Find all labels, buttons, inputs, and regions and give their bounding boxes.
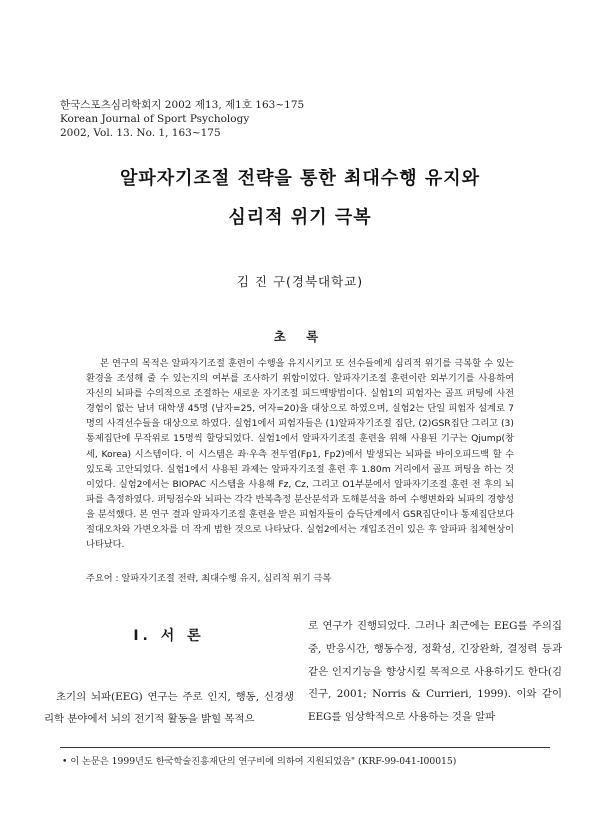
- journal-citation: [60, 98, 304, 140]
- paper-title-line2: 심리적 위기 극복: [228, 207, 372, 228]
- intro-paragraph-continued: 로 연구가 진행되었다. 그러나 최근에는 EEG를 주의집중, 반응시간, 행동수정, 정확성, 긴장완화, 결정력 등과 같은 인지기능을 향상시킬 목적으로 사용하기도 한다(김진구, 2001; Norris & Currieri, 1999). 이와 같이 EEG를 임상학적으로 사용하는 것을 알파: [308, 620, 562, 724]
- section-heading-introduction: I. 서 론: [133, 628, 205, 644]
- paper-title-line1: 알파자기조절 전략을 통한 최대수행 유지와: [119, 168, 481, 189]
- intro-paragraph-start: 초기의 뇌파(EEG) 연구는 주로 인지, 행동, 신경생리학 분야에서 뇌의 전기적 활동을 밝힐 목적으: [44, 691, 294, 725]
- abstract-heading: 초 록: [273, 329, 327, 344]
- keywords: 주요어 : 알파자기조절 전략, 최대수행 유지, 심리적 위기 극복: [86, 573, 332, 584]
- journal-name-korean: 한국스포츠심리학회지 2002 제13, 제1호 163~175: [60, 99, 305, 111]
- abstract-body: 본 연구의 목적은 알파자기조절 훈련이 수행을 유지시키고 또 선수들에게 심리적 위기를 극복할 수 있는 환경을 조성해 줄 수 있는지의 여부를 조사하기 위함이었다. 알파자기조절 훈련이란 외부기기를 사용하여 자신의 뇌파를 수의적으로 조절하는 새로운 자기조절 피드백방법이다. 실험1의 피험자는 골프 퍼팅에 사전 경험이 없는 남녀 대학생 45명 (남자=25, 여자=20)을 대상으로 하였으며, 실험2는 단일 피험자 설계로 7명의 사격선수들을 대상으로 하였다. 실험1에서 피험자들은 (1)알파자기조절 집단, (2)GSR집단 그리고 (3) 통제집단에 무작위로 15명씩 할당되었다. 실험1에서 알파자기조절 훈련을 위해 사용된 기구는 Qjump(창세, Korea) 시스템이다. 이 시스템은 좌·우측 전두엽(Fp1, Fp2)에서 발생되는 뇌파를 바이오피드백 할 수 있도록 고안되었다. 실험1에서 사용된 과제는 알파자기조절 훈련 후 1.80m 거리에서 골프 퍼팅을 하는 것이었다. 실험2에서는 BIOPAC 시스템을 사용해 Fz, Cz, 그리고 O1부분에서 알파자기조절 훈련 전 후의 뇌파를 측정하였다. 퍼팅점수와 뇌파는 각각 반복측정 분산분석과 도해분석을 하여 수행변화와 뇌파의 경향성을 분석했다. 본 연구 결과 알파자기조절 훈련을 받은 피험자들이 습득단계에서 GSR집단이나 통제집단보다 절대오차와 가변오차를 더 작게 범한 것으로 나타났다. 실험2에서는 개입조건이 있은 후 알파파 침체현상이 나타났다.: [86, 358, 514, 551]
- abstract: [86, 356, 514, 552]
- footnote: • 이 논문은 1999년도 한국학술진흥재단의 연구비에 의하여 지원되었음" (KRF-99-041-I00015): [62, 756, 457, 767]
- body-column-right: [308, 615, 562, 729]
- body-column-left: [44, 687, 294, 730]
- author: 김 진 구(경북대학교): [236, 274, 364, 289]
- journal-volume: 2002, Vol. 13. No. 1, 163~175: [60, 127, 221, 139]
- journal-name-english: Korean Journal of Sport Psychology: [60, 113, 250, 125]
- footnote-divider: [60, 747, 550, 748]
